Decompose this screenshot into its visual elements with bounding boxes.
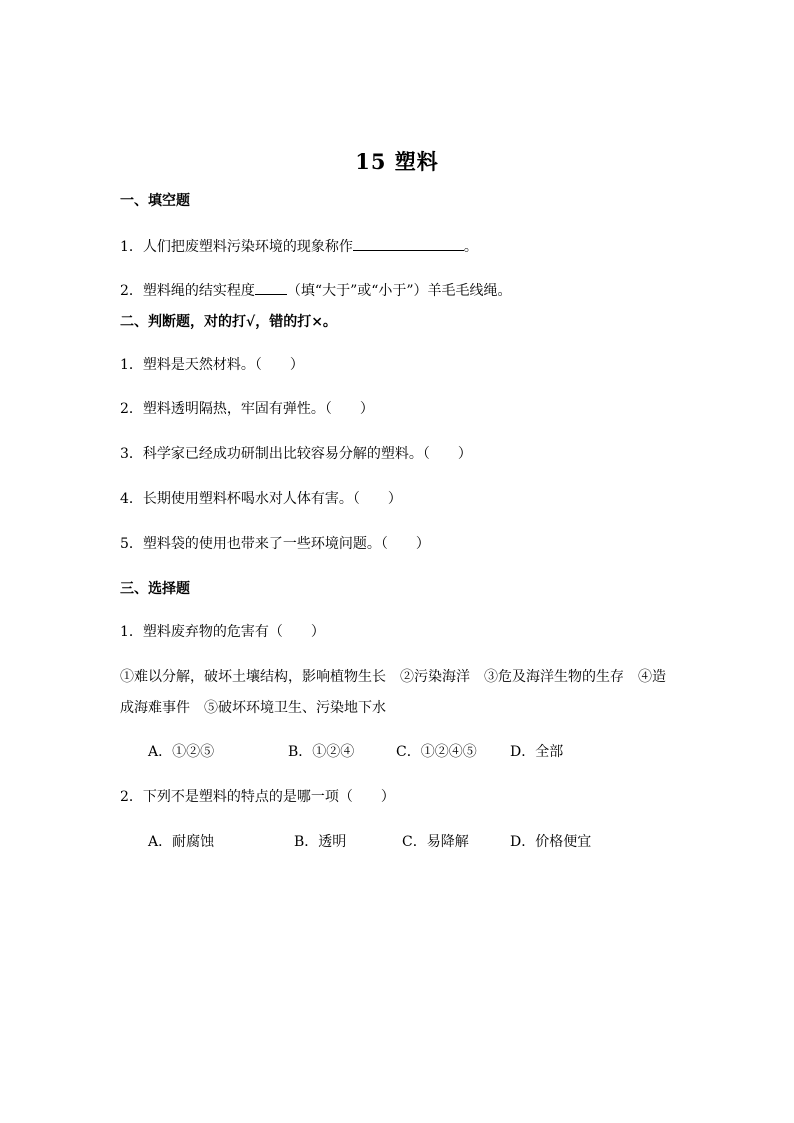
section-heading-true-false: 二、判断题，对的打√，错的打×。 [120, 314, 337, 330]
fill-question-1-end: 。 [463, 239, 478, 255]
fill-question-2-blank [255, 280, 287, 295]
choice-question-2-option-c: C．易降解 [402, 834, 469, 850]
choice-question-1-stem: 1．塑料废弃物的危害有（ ） [120, 624, 325, 640]
choice-question-1-option-a: A．①②⑤ [148, 744, 215, 760]
choice-question-1-desc-line2: 成海难事件 ⑤破坏环境卫生、污染地下水 [120, 700, 386, 716]
choice-question-1-option-c: C．①②④⑤ [396, 744, 477, 760]
section-heading-choice: 三、选择题 [120, 581, 190, 597]
fill-question-2-text: 2．塑料绳的结实程度 [120, 283, 255, 299]
choice-question-1-option-b: B．①②④ [288, 744, 355, 760]
judge-question-2: 2．塑料透明隔热，牢固有弹性。（ ） [120, 401, 374, 417]
judge-question-4: 4．长期使用塑料杯喝水对人体有害。（ ） [120, 491, 402, 507]
choice-question-1-desc-line1: ①难以分解，破坏土壤结构，影响植物生长 ②污染海洋 ③危及海洋生物的生存 ④造 [120, 669, 666, 685]
judge-question-3: 3．科学家已经成功研制出比较容易分解的塑料。（ ） [120, 446, 472, 462]
choice-question-2-option-d: D．价格便宜 [510, 834, 592, 850]
choice-question-2-option-a: A．耐腐蚀 [148, 834, 215, 850]
page-title: 15 塑料 [355, 149, 439, 174]
fill-question-1-text: 1．人们把废塑料污染环境的现象称作 [120, 239, 353, 255]
judge-question-1: 1．塑料是天然材料。（ ） [120, 357, 304, 373]
choice-question-1-option-d: D．全部 [510, 744, 564, 760]
choice-question-2-stem: 2．下列不是塑料的特点的是哪一项（ ） [120, 789, 395, 805]
choice-question-2-option-b: B．透明 [294, 834, 347, 850]
section-heading-fill-blank: 一、填空题 [120, 193, 190, 209]
fill-question-1 [120, 236, 478, 257]
fill-question-1-blank [353, 236, 464, 251]
judge-question-5: 5．塑料袋的使用也带来了一些环境问题。（ ） [120, 536, 430, 552]
fill-question-2 [120, 280, 512, 301]
fill-question-2-end: （填“大于”或“小于”）羊毛毛线绳。 [286, 283, 512, 299]
